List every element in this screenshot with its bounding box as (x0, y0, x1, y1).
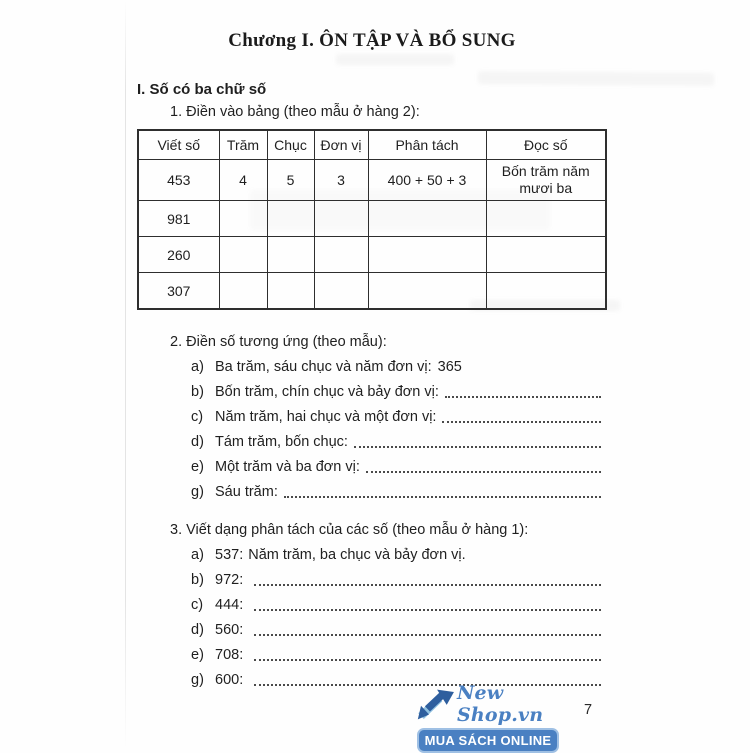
task2-items (137, 354, 607, 504)
col-header-doc-so: Đọc số (486, 130, 606, 160)
table-cell: 260 (138, 237, 219, 273)
item-text: Năm trăm, hai chục và một đơn vị: (215, 409, 437, 425)
table-cell-blank (486, 273, 606, 310)
item-marker: b) (191, 572, 204, 588)
col-header-tram: Trăm (219, 130, 267, 160)
newshop-logo (417, 682, 569, 753)
table-cell-blank (219, 273, 267, 310)
page-content (137, 0, 607, 692)
item-marker: e) (191, 459, 204, 475)
dotted-answer-line (445, 396, 601, 398)
table-cell: 4 (219, 160, 267, 201)
item-answer: 365 (437, 359, 462, 375)
table-cell: 307 (138, 273, 219, 310)
table-cell: 400 + 50 + 3 (368, 160, 486, 201)
section-heading: I. Số có ba chữ số (137, 81, 267, 98)
table-cell: 5 (267, 160, 314, 201)
dotted-answer-line (254, 609, 601, 611)
item-text: Ba trăm, sáu chục và năm đơn vị: (215, 359, 432, 375)
exercise-line (137, 567, 607, 592)
item-text: Sáu trăm: (215, 484, 278, 500)
item-number: 708: (215, 647, 244, 663)
item-number: 560: (215, 622, 244, 638)
exercise-line (137, 429, 607, 454)
dotted-answer-line (366, 471, 601, 473)
table-header-row (138, 130, 606, 160)
col-header-don-vi: Đơn vị (314, 130, 368, 160)
item-marker: d) (191, 622, 204, 638)
table-cell-blank (267, 237, 314, 273)
table-cell: 3 (314, 160, 368, 201)
exercise-line (137, 354, 607, 379)
task3-label: 3. Viết dạng phân tách của các số (theo mẫu ở hàng 1): (170, 522, 529, 538)
table-cell-blank (368, 237, 486, 273)
task3-items (137, 542, 607, 692)
table-cell-blank (368, 273, 486, 310)
item-marker: b) (191, 384, 204, 400)
exercise-line (137, 592, 607, 617)
item-text: Một trăm và ba đơn vị: (215, 459, 360, 475)
col-header-viet-so: Viết số (138, 130, 219, 160)
table-cell: Bốn trăm năm mươi ba (486, 160, 606, 201)
table-row (138, 160, 606, 201)
item-number: 972: (215, 572, 244, 588)
item-text: Năm trăm, ba chục và bảy đơn vị. (248, 547, 466, 563)
item-marker: a) (191, 547, 204, 563)
exercise-line (137, 542, 607, 567)
item-text: Tám trăm, bốn chục: (215, 434, 348, 450)
dotted-answer-line (254, 584, 601, 586)
logo-text: New Shop.vn (456, 682, 544, 726)
table-row (138, 273, 606, 310)
dotted-answer-line (254, 634, 601, 636)
table-cell-blank (219, 237, 267, 273)
mua-sach-online-badge: MUA SÁCH ONLINE (417, 728, 559, 753)
item-marker: c) (191, 409, 204, 425)
col-header-chuc: Chục (267, 130, 314, 160)
item-marker: d) (191, 434, 204, 450)
item-number: 600: (215, 672, 244, 688)
chapter-title: Chương I. ÔN TẬP VÀ BỔ SUNG (228, 30, 516, 51)
exercise-line (137, 454, 607, 479)
col-header-phan-tach: Phân tách (368, 130, 486, 160)
exercise-line (137, 479, 607, 504)
dotted-answer-line (284, 496, 601, 498)
table-row (138, 237, 606, 273)
table-cell: 453 (138, 160, 219, 201)
page-fold-line (125, 0, 126, 750)
task2-label: 2. Điền số tương ứng (theo mẫu): (170, 334, 387, 350)
table-cell-blank (267, 201, 314, 237)
item-number: 444: (215, 597, 244, 613)
table-cell-blank (368, 201, 486, 237)
place-value-table (137, 129, 607, 310)
item-marker: g) (191, 672, 204, 688)
page-number: 7 (584, 702, 593, 718)
item-marker: g) (191, 484, 204, 500)
table-cell: 981 (138, 201, 219, 237)
table-cell-blank (486, 237, 606, 273)
item-marker: a) (191, 359, 204, 375)
exercise-line (137, 642, 607, 667)
table-cell-blank (314, 201, 368, 237)
table-row (138, 201, 606, 237)
table-cell-blank (486, 201, 606, 237)
exercise-line (137, 379, 607, 404)
dotted-answer-line (254, 659, 601, 661)
crossed-arrows-icon (417, 686, 454, 723)
item-number: 537: (215, 547, 244, 563)
item-text: Bốn trăm, chín chục và bảy đơn vị: (215, 384, 439, 400)
task1-label: 1. Điền vào bảng (theo mẫu ở hàng 2): (170, 104, 420, 120)
exercise-line (137, 404, 607, 429)
table-cell-blank (314, 237, 368, 273)
item-marker: c) (191, 597, 204, 613)
item-marker: e) (191, 647, 204, 663)
table-cell-blank (219, 201, 267, 237)
exercise-line (137, 617, 607, 642)
table-cell-blank (314, 273, 368, 310)
dotted-answer-line (354, 446, 601, 448)
table-cell-blank (267, 273, 314, 310)
dotted-answer-line (442, 421, 601, 423)
